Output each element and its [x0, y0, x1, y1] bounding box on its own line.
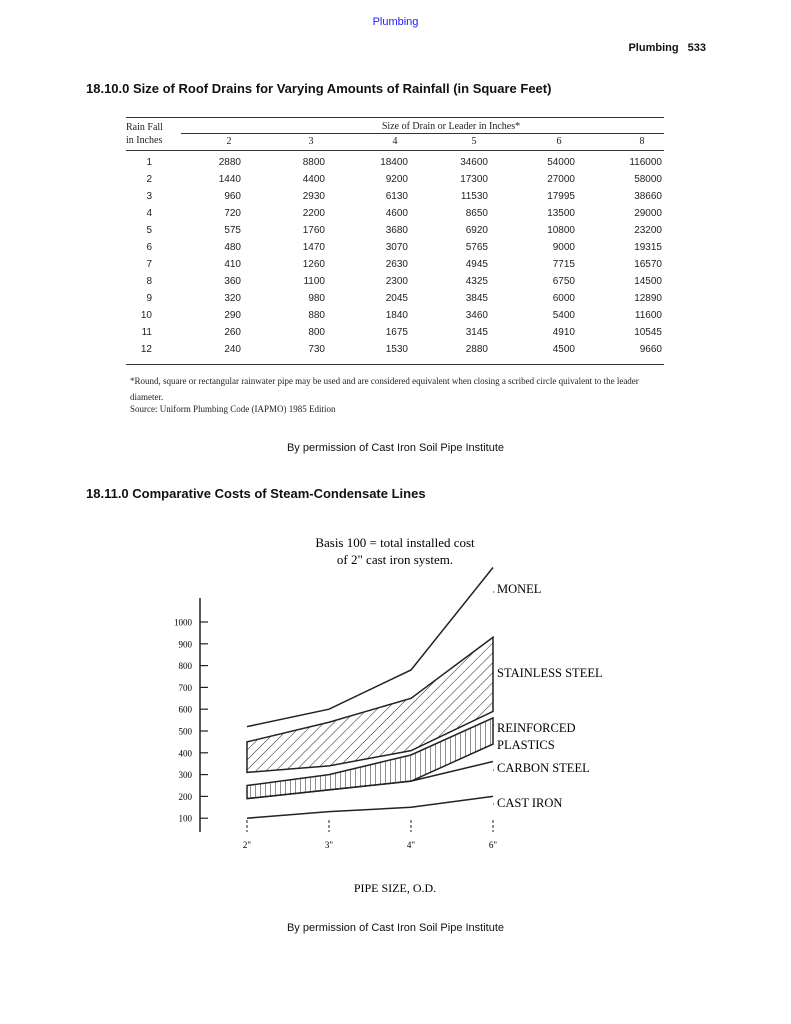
table-cell: 1675: [385, 327, 408, 338]
table-cell: 2880: [465, 344, 488, 355]
table-cell: 4400: [302, 174, 325, 185]
table-cell: 360: [224, 276, 241, 287]
chart-title-line1: Basis 100 = total installed cost: [315, 535, 475, 550]
table-cell: 13500: [547, 208, 575, 219]
table-source: Source: Uniform Plumbing Code (IAPMO) 1985 Edition: [130, 404, 336, 414]
table-cell: 2630: [385, 259, 408, 270]
table-cell: 6130: [385, 191, 408, 202]
credit-roof-drains: By permission of Cast Iron Soil Pipe Institute: [286, 442, 505, 454]
y-tick-label: 400: [178, 748, 192, 759]
table-row-rainfall: 4: [146, 208, 152, 219]
top-link[interactable]: Plumbing: [372, 16, 419, 28]
table-cell: 1530: [385, 344, 408, 355]
table-row-rainfall: 12: [140, 344, 152, 355]
col-head-6: 6: [556, 136, 562, 147]
table-cell: 1100: [303, 276, 325, 287]
chart-x-axis-label: PIPE SIZE, O.D.: [353, 881, 437, 895]
col-head-8: 8: [639, 136, 645, 147]
chart-series-labels: [493, 582, 603, 810]
table-row-rainfall: 7: [146, 259, 152, 270]
table-cell: 4500: [552, 344, 575, 355]
x-tick-label: 3": [324, 840, 334, 850]
table-cell: 9660: [639, 344, 662, 355]
header-bottom-rule: [126, 150, 664, 151]
x-tick-label: 2": [242, 840, 252, 850]
table-cell: 6750: [552, 276, 575, 287]
table-cell: 9000: [552, 242, 575, 253]
monel-label: MONEL: [497, 582, 542, 596]
table-cell: 2200: [302, 208, 325, 219]
y-tick-label: 700: [178, 682, 192, 693]
table-cell: 290: [224, 310, 241, 321]
table-row-rainfall: 5: [146, 225, 152, 236]
table-row-rainfall: 6: [146, 242, 152, 253]
y-tick-label: 1000: [174, 617, 192, 628]
table-cell: 2300: [385, 276, 408, 287]
table-cell: 18400: [380, 157, 408, 168]
table-cell: 116000: [629, 157, 662, 168]
table-cell: 730: [308, 344, 325, 355]
y-tick-label: 900: [178, 639, 192, 650]
rainfall-header-line2: in Inches: [126, 135, 163, 146]
table-cell: 5400: [552, 310, 575, 321]
rainfall-header-line1: Rain Fall: [126, 122, 163, 133]
section-title-steam-condensate: 18.11.0 Comparative Costs of Steam-Condensate Lines: [86, 486, 426, 501]
table-cell: 9200: [385, 174, 408, 185]
table-cell: 12890: [634, 293, 662, 304]
table-cell: 6000: [552, 293, 575, 304]
table-cell: 2880: [218, 157, 241, 168]
table-cell: 17300: [460, 174, 488, 185]
steam-condensate-cost-chart: [160, 520, 640, 905]
roof-drain-table: [126, 117, 664, 417]
y-tick-label: 500: [178, 726, 192, 737]
reinforced-plastics-label-line2: PLASTICS: [497, 738, 555, 752]
table-cell: 8800: [302, 157, 325, 168]
table-cell: 4945: [465, 259, 488, 270]
table-cell: 980: [308, 293, 325, 304]
table-cell: 260: [224, 327, 241, 338]
table-cell: 34600: [460, 157, 488, 168]
table-row-rainfall: 2: [146, 174, 152, 185]
table-cell: 58000: [634, 174, 662, 185]
table-cell: 4600: [385, 208, 408, 219]
col-head-4: 4: [392, 136, 398, 147]
section-title-roof-drains: 18.10.0 Size of Roof Drains for Varying Amounts of Rainfall (in Square Feet): [86, 81, 552, 96]
y-tick-label: 600: [178, 704, 192, 715]
table-cell: 720: [224, 208, 241, 219]
table-cell: 16570: [634, 259, 662, 270]
table-cell: 4325: [465, 276, 488, 287]
table-row-rainfall: 8: [146, 276, 152, 287]
table-bottom-rule: [126, 364, 664, 365]
table-cell: 240: [224, 344, 241, 355]
table-cell: 38660: [634, 191, 662, 202]
chart-y-ticks: [174, 618, 208, 824]
table-cell: 1840: [385, 310, 408, 321]
x-tick-label: 4": [406, 840, 416, 850]
y-tick-label: 100: [178, 813, 192, 824]
table-footnote: *Round, square or rectangular rainwater pipe may be used and are considered equivalent when closing a scribed circle quivalent to the leader diameter.: [130, 376, 639, 402]
chart-x-ticks: [243, 820, 498, 850]
table-top-rule: [126, 117, 664, 118]
running-head: Plumbing 533: [628, 42, 706, 54]
y-tick-label: 800: [178, 661, 192, 672]
table-cell: 8650: [465, 208, 488, 219]
table-row-rainfall: 9: [146, 293, 152, 304]
table-cell: 6920: [465, 225, 488, 236]
cast-iron-label: CAST IRON: [497, 796, 563, 810]
table-cell: 3070: [385, 242, 408, 253]
table-cell: 10800: [547, 225, 575, 236]
table-cell: 14500: [634, 276, 662, 287]
table-cell: 1260: [302, 259, 325, 270]
stainless-steel-label: STAINLESS STEEL: [497, 666, 603, 680]
table-cell: 3680: [385, 225, 408, 236]
x-tick-label: 6": [488, 840, 498, 850]
table-cell: 7715: [552, 259, 575, 270]
table-cell: 5765: [465, 242, 488, 253]
reinforced-plastics-label-line1: REINFORCED: [497, 721, 576, 735]
table-row-rainfall: 3: [146, 191, 152, 202]
cast-iron-line: [247, 796, 493, 818]
table-cell: 410: [224, 259, 241, 270]
y-tick-label: 200: [178, 791, 192, 802]
col-head-5: 5: [471, 136, 477, 147]
table-cell: 2045: [385, 293, 408, 304]
table-cell: 480: [224, 242, 241, 253]
table-cell: 27000: [547, 174, 575, 185]
table-cell: 29000: [634, 208, 662, 219]
table-cell: 54000: [547, 157, 575, 168]
drain-size-header: Size of Drain or Leader in Inches*: [381, 121, 521, 132]
credit-steam-condensate: By permission of Cast Iron Soil Pipe Institute: [286, 922, 505, 934]
chart-bands: [247, 637, 493, 798]
carbon-steel-label: CARBON STEEL: [497, 761, 590, 775]
table-row-rainfall: 11: [141, 327, 152, 338]
table-cell: 3145: [465, 327, 488, 338]
table-cell: 800: [308, 327, 325, 338]
table-cell: 19315: [634, 242, 662, 253]
table-cell: 320: [224, 293, 241, 304]
table-row-rainfall: 1: [146, 157, 152, 168]
table-cell: 2930: [302, 191, 325, 202]
table-row-rainfall: 10: [140, 310, 152, 321]
rainfall-header: [126, 121, 163, 147]
table-cell: 3845: [465, 293, 488, 304]
table-cell: 960: [224, 191, 241, 202]
table-cell: 1440: [218, 174, 241, 185]
table-cell: 1760: [302, 225, 325, 236]
table-cell: 23200: [634, 225, 662, 236]
table-cell: 10545: [634, 327, 662, 338]
table-cell: 3460: [465, 310, 488, 321]
table-cell: 1470: [302, 242, 325, 253]
col-head-3: 3: [308, 136, 314, 147]
table-cell: 11600: [634, 310, 662, 321]
table-cell: 17995: [547, 191, 575, 202]
table-cell: 880: [308, 310, 325, 321]
table-cell: 575: [224, 225, 241, 236]
table-cell: 4910: [552, 327, 575, 338]
col-head-2: 2: [226, 136, 232, 147]
chart-title-line2: of 2" cast iron system.: [336, 552, 454, 567]
y-tick-label: 300: [178, 770, 192, 781]
table-cell: 11530: [460, 191, 488, 202]
header-mid-rule: [181, 133, 664, 134]
